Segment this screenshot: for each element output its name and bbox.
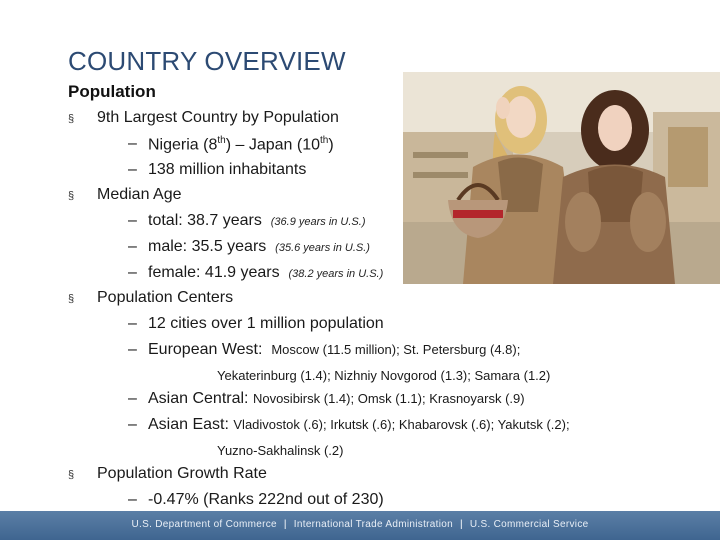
bullet-largest-country: 9th Largest Country by Population xyxy=(97,109,339,126)
dash-marker: – xyxy=(128,264,137,281)
dash-marker: – xyxy=(128,135,137,152)
footer-separator: | xyxy=(459,519,463,530)
slide-title: COUNTRY OVERVIEW xyxy=(68,46,346,76)
footer-dept: U.S. Department of Commerce xyxy=(131,519,277,530)
dash-marker: – xyxy=(128,341,137,358)
sub-growth-rank: -0.47% (Ranks 222nd out of 230) xyxy=(148,491,384,508)
dash-marker: – xyxy=(128,416,137,433)
sub-inhabitants: 138 million inhabitants xyxy=(148,161,307,178)
bullet-marker: § xyxy=(68,469,75,481)
bullet-marker: § xyxy=(68,113,75,125)
dash-marker: – xyxy=(128,390,137,407)
bullet-marker: § xyxy=(68,293,75,305)
us-comparison-note: (36.9 years in U.S.) xyxy=(270,216,366,228)
footer-ita: International Trade Administration xyxy=(293,519,453,530)
dash-marker: – xyxy=(128,212,137,229)
dash-marker: – xyxy=(128,238,137,255)
bullet-marker: § xyxy=(68,190,75,202)
shoppers-photo xyxy=(403,72,720,284)
footer-separator: | xyxy=(283,519,287,530)
section-heading: Population xyxy=(68,82,156,101)
bullet-population-centers: Population Centers xyxy=(97,289,234,306)
sub-asian-east-continued: Yuzno-Sakhalinsk (.2) xyxy=(217,443,344,458)
dash-marker: – xyxy=(128,491,137,508)
sub-cities-over-million: 12 cities over 1 million population xyxy=(148,315,384,332)
footer-bar xyxy=(0,511,720,540)
dash-marker: – xyxy=(128,315,137,332)
us-comparison-note: (38.2 years in U.S.) xyxy=(288,268,384,280)
bullet-growth-rate: Population Growth Rate xyxy=(97,465,267,482)
bullet-median-age: Median Age xyxy=(97,186,182,203)
us-comparison-note: (35.6 years in U.S.) xyxy=(275,242,370,254)
footer-commercial-service: U.S. Commercial Service xyxy=(469,519,589,530)
sub-nigeria-japan: Nigeria (8th) – Japan (10th) xyxy=(148,135,334,154)
dash-marker: – xyxy=(128,161,137,178)
sub-asian-east: Asian East: Vladivostok (.6); Irkutsk (.6); Khabarovsk (.6); Yakutsk (.2); xyxy=(148,416,570,433)
sub-european-west-continued: Yekaterinburg (1.4); Nizhniy Novgorod (1.3); Samara (1.2) xyxy=(217,368,551,383)
footer-text xyxy=(0,519,720,530)
sub-total-age: total: 38.7 years (36.9 years in U.S.) xyxy=(148,212,366,229)
sub-female-age: female: 41.9 years (38.2 years in U.S.) xyxy=(148,264,384,281)
sub-asian-central: Asian Central: Novosibirsk (1.4); Omsk (1.1); Krasnoyarsk (.9) xyxy=(148,390,525,407)
sub-european-west: European West: Moscow (11.5 million); St. Petersburg (4.8); xyxy=(148,341,521,358)
sub-male-age: male: 35.5 years (35.6 years in U.S.) xyxy=(148,238,370,255)
